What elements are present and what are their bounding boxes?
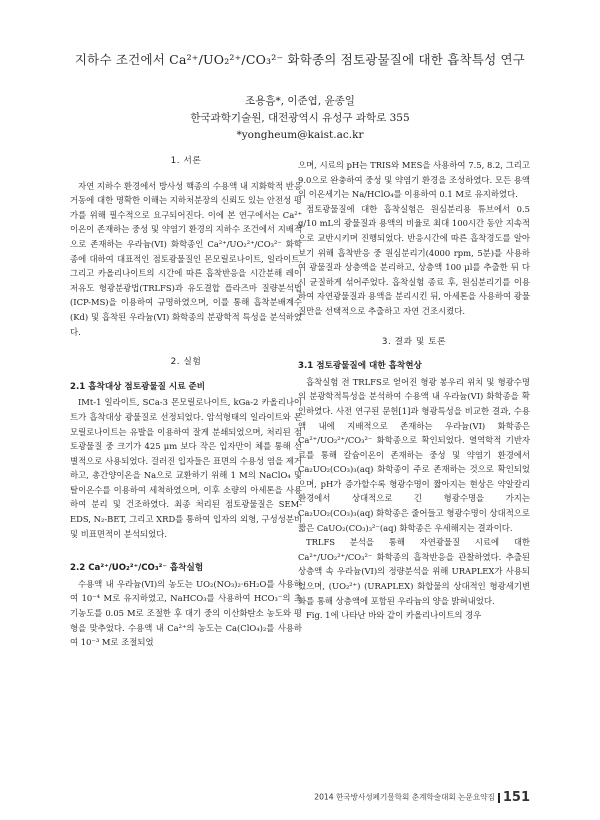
intro-paragraph: 자연 지하수 환경에서 방사성 핵종의 수용액 내 지화학적 반응거동에 대한 명확한 이해는 지하처분장의 신뢰도 있는 안전성 평가를 위해 필수적으로 요구되어진다. 이에 본 연구에서는 Ca²⁺ 이온이 존재하는 중성 및 약염기 환경의 지하수 조건에서 지배적으로 존재하는 우라늄(VI) 화학종인 Ca²⁺/UO₂²⁺/CO₃²⁻ 화학종에 대하여 대표적인 점토광물질인 몬모릴로나이트, 일라이트, 그리고 카올리나이트의 시간에 따른 흡착반응을 시간분해 레이저유도 형광분광법(TRLFS)과 유도결합 플라즈마 질량분석법(ICP-MS)을 이용하여 규명하였으며, 이를 통해 흡착분배계수(Kd) 및 흡착된 우라늄(VI) 화학종의 분광학적 특성을 분석하였다. [70,180,302,337]
section-heading-experiment: 2. 실험 [170,357,202,368]
subsection-heading-3-1: 3.1 점토광물질에 대한 흡착현상 [298,361,422,372]
footer-divider [498,793,500,803]
author-email-link[interactable]: *yongheum@kaist.ac.kr [236,129,364,141]
paragraph-3-1-b: TRLFS 분석을 통해 자연광물질 시료에 대한 Ca²⁺/UO₂²⁺/CO₃²⁻ 화학종의 흡착반응을 관찰하였다. 추출된 상층액 속 우라늄(VI)의 정량분석을 위해 URAPLEX가 사용되었으며, (UO₂²⁺) (URAPLEX) 화합물의 상대적인 형광세기변화를 통해 상층액에 포함된 우라늄의 양을 밝혀내었다. [298,537,530,606]
subsection-heading-2-1: 2.1 흡착대상 점토광물질 시료 준비 [70,381,206,392]
paper-title: 지하수 조건에서 Ca²⁺/UO₂²⁺/CO₃²⁻ 화학종의 점토광물질에 대한 흡착특성 연구 [74,52,526,67]
paragraph-2-2-cont: 으며, 시료의 pH는 TRIS와 MES을 사용하여 7.5, 8.2, 그리고 9.0으로 완충하여 중성 및 약염기 환경을 조성하였다. 모든 용액의 이온세기는 Na/HClO₄를 이용하여 0.1 M로 유지하였다. [298,160,530,200]
author-block [0,93,600,144]
page-footer [314,790,530,805]
paragraph-adsorption-method: 점토광물질에 대한 흡착실험은 원심분리용 튜브에서 0.5 g/10 mL의 광물질과 용액의 비율로 최대 100시간 동안 지속적으로 교반시키며 진행되었다. 반응시간에 따른 흡착경도를 알아보기 위해 흡착반응 중 원심분리기(4000 rpm, 5분)를 사용하여 광물질과 상층액을 분리하고, 상층액 100 μl를 추출한 뒤 다시 균질하게 섞어주었다. 흡착실험 종료 후, 원심분리기를 이용하여 자연광물질과 용액을 분리시킨 뒤, 아세톤을 사용하여 광물질만을 선택적으로 추출하고 자연 건조시켰다. [298,203,530,316]
left-column [70,152,302,650]
paragraph-3-1-a: 흡착실험 전 TRLFS로 얻어진 형광 봉우리 위치 및 형광수명의 분광학적특성을 분석하여 수용액 내 우라늄(VI) 화학종을 확인하였다. 사전 연구된 문헌[1]과 형광특성을 비교한 결과, 수용액 내에 지배적으로 존재하는 우라늄(VI) 화학종은 Ca²⁺/UO₂²⁺/CO₃²⁻ 화학종으로 확인되었다. 열역학적 기반자료를 통해 칼슘이온이 존재하는 중성 및 약염기 환경에서 Ca₂UO₂(CO₃)₃(aq) 화학종이 주로 존재하는 것으로 확인되었으며, pH가 증가할수록 형광수명이 짧아지는 현상은 약알칼리 환경에서 상대적으로 긴 형광수명을 가지는 Ca₂UO₂(CO₃)₃(aq) 화학종은 줄어들고 형광수명이 상대적으로 짧은 CaUO₂(CO₃)₃²⁻(aq) 화학종은 우세해지는 결과이다. [298,376,530,533]
section-heading-results: 3. 결과 및 토론 [381,336,447,347]
page-number: 151 [502,790,530,805]
subsection-heading-2-2: 2.2 Ca²⁺/UO₂²⁺/CO₃²⁻ 흡착실험 [70,563,204,574]
author-affiliation: 한국과학기술원, 대전광역시 유성구 과학로 355 [190,112,410,124]
paragraph-2-2: 수용액 내 우라늄(VI)의 농도는 UO₂(NO₃)₂·6H₂O를 사용하여 10⁻⁴ M로 유지하였고, NaHCO₃를 사용하여 HCO₃⁻의 초기농도를 0.05 M로 조절한 후 대기 중의 이산화탄소 농도와 평형을 맞추었다. 수용액 내 Ca²⁺의 농도는 Ca(ClO₄)₂를 사용하여 10⁻³ M로 조절되었 [70,578,302,648]
author-names: 조용흠*, 이준엽, 윤종일 [245,95,355,107]
footer-text: 2014 한국방사성폐기물학회 춘계학술대회 논문요약집 [314,792,495,802]
paragraph-3-1-c: Fig. 1에 나타난 바와 같이 카올리나이트의 경우 [306,610,482,621]
section-heading-intro: 1. 서론 [170,156,202,166]
paragraph-2-1: IMt-1 일라이트, SCa-3 몬모릴로나이트, kGa-2 카올리나이트가 흡착대상 광물질로 선정되었다. 암석형태의 일라이트와 몬모릴로나이트는 유발을 이용하여 잘게 분쇄되었으며, 처리된 점토광물질 중 크기가 425 μm 보다 작은 입자만이 체를 통해 선별적으로 사용되었다. 걸러진 입자들은 표면의 수용성 염을 제거하고, 총간양이온을 Na으로 교환하기 위해 1 M의 NaClO₄ 및 탈이온수를 이용하여 세척하였으며, 이후 소량의 아세톤을 사용하여 분리 및 건조하였다. 최종 처리된 점토광물질은 SEM-EDS, N₂-BET, 그리고 XRD를 통하여 입자의 외형, 구성성분비 및 비표면적이 분석되었다. [70,397,302,539]
right-column [298,158,530,623]
